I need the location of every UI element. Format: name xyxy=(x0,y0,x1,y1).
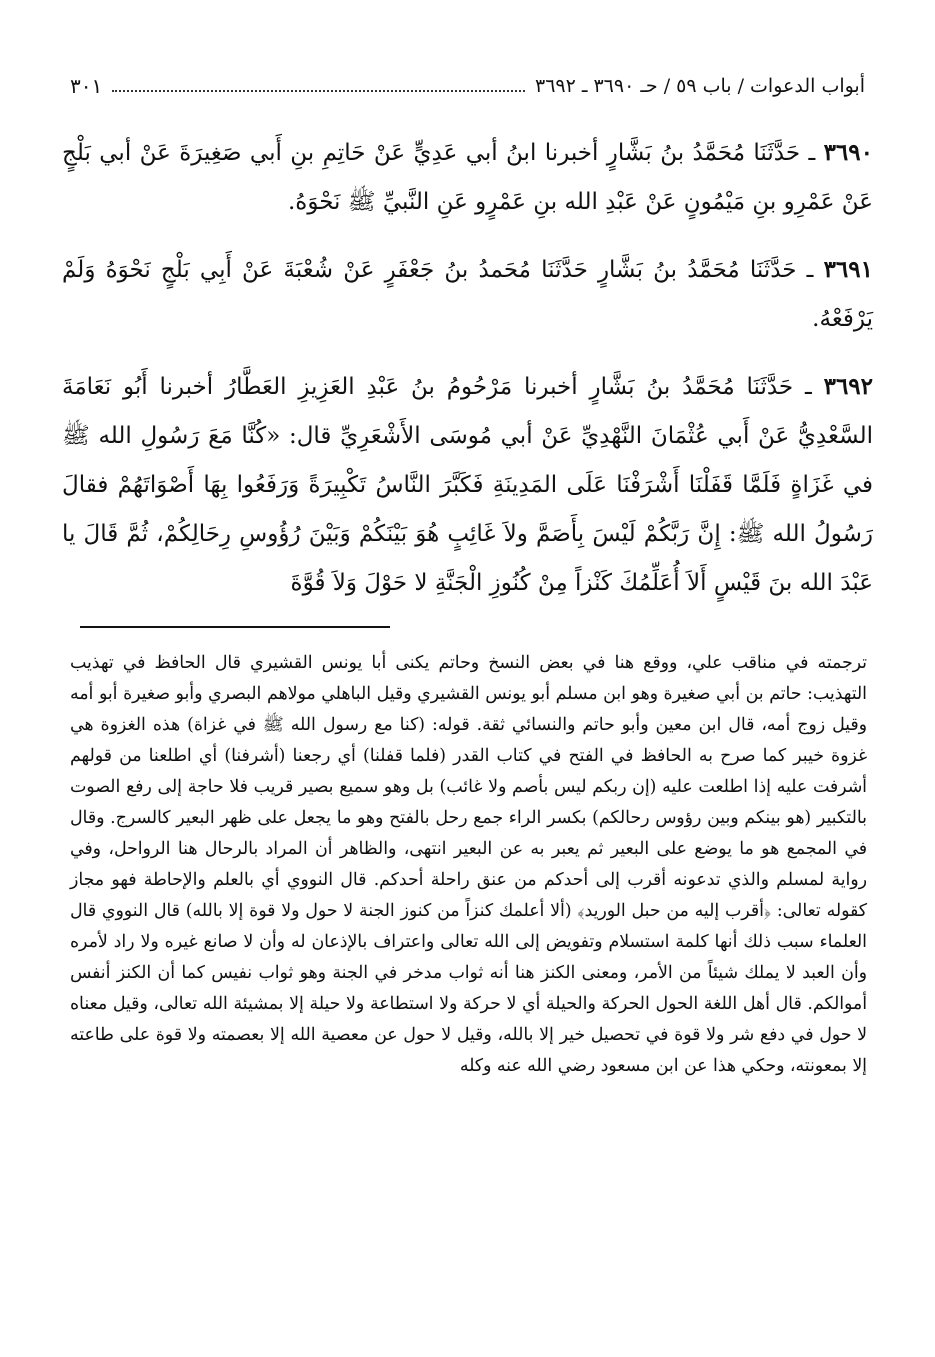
hadith-paragraph xyxy=(62,128,873,227)
hadith-number: ٣٦٩٠ xyxy=(823,139,873,166)
leader-dots xyxy=(112,80,525,92)
running-header xyxy=(70,68,865,104)
hadith-text: ـ حَدَّثَنَا مُحَمَّدُ بنُ بَشَّارٍ حَدَّثَنَا مُحَمدُ بنُ جَعْفَرٍ عَنْ شُعْبَةَ عَنْ أَبِي بَلْجٍ نَحْوَهُ وَلَمْ يَرْفَعْهُ. xyxy=(62,257,873,332)
hadith-number: ٣٦٩١ xyxy=(823,256,873,283)
footnote-divider xyxy=(80,626,390,628)
hadith-number: ٣٦٩٢ xyxy=(823,373,874,400)
hadith-paragraph xyxy=(62,362,873,608)
hadith-text: ـ حَدَّثَنَا مُحَمَّدُ بنُ بَشَّارٍ أخبرنا مَرْحُومُ بنُ عَبْدِ العَزِيزِ العَطَّارُ أخبرنا أَبُو نَعَامَةَ السَّعْدِيُّ عَنْ أَبي عُثْمَانَ النَّهْدِيِّ عَنْ أبي مُوسَى الأَشْعَرِيِّ قال: «كُنَّا مَعَ رَسُولِ الله ﷺ في غَزَاةٍ فَلَمَّا قَفَلْنَا أَشْرَفْنَا عَلَى المَدِينَةِ فَكَبَّرَ النَّاسُ تَكْبِيرَةً وَرَفَعُوا بِهَا أَصْوَاتَهُمْ فقالَ رَسُولُ الله ﷺ: إِنَّ رَبَّكُمْ لَيْسَ بِأَصَمَّ ولاَ غَائِبٍ هُوَ بَيْنَكُمْ وَبَيْنَ رُؤُوسِ رِحَالِكُمْ، ثُمَّ قَالَ يا عَبْدَ الله بنَ قَيْسٍ أَلاَ أُعَلِّمُكَ كَنْزاً مِنْ كُنُوزِ الْجَنَّةِ لا حَوْلَ وَلاَ قُوَّةَ xyxy=(62,374,873,596)
footnote-section xyxy=(70,648,867,1082)
footnote-text: ترجمته في مناقب علي، ووقع هنا في بعض النسخ وحاتم يكنى أبا يونس القشيري قال الحافظ في تهذيب التهذيب: حاتم بن أبي صغيرة وهو ابن مسلم أبو يونس القشيري وقيل الباهلي مولاهم البصري وأبو صغيرة أبو أمه وقيل زوج أمه، قال ابن معين وأبو حاتم والنسائي ثقة. قوله: (كنا مع رسول الله ﷺ في غزاة) هذه الغزوة هي غزوة خيبر كما صرح به الحافظ في الفتح في كتاب القدر (فلما قفلنا) أي رجعنا (أشرفنا) أي اطلعنا من قولهم أشرفت عليه إذا اطلعت عليه (إن ربكم ليس بأصم ولا غائب) بل وهو سميع بصير قريب فلا حاجة إلى رفع الصوت بالتكبير (هو بينكم وبين رؤوس رحالكم) بكسر الراء جمع رحل بالفتح وهو ما يجعل على ظهر البعير كالسرج. وقال في المجمع هو ما يوضع على البعير ثم يعبر به عن البعير انتهى، والظاهر أن المراد بالرحال هنا الرواحل، وفي رواية لمسلم والذي تدعونه أقرب إلى أحدكم من عنق راحلة أحدكم. قال النووي أي بالعلم والإحاطة فهو مجاز كقوله تعالى: ﴿أقرب إليه من حبل الوريد﴾ (ألا أعلمك كنزاً من كنوز الجنة لا حول ولا قوة إلا بالله) قال النووي قال العلماء سبب ذلك أنها كلمة استسلام وتفويض إلى الله تعالى واعتراف بالإذعان له وأن لا صانع غيره ولا راد لأمره وأن العبد لا يملك شيئاً من الأمر، ومعنى الكنز هنا أنه ثواب مدخر في الجنة وهو ثواب نفيس كما أن الكنز أنفس أموالكم. قال أهل اللغة الحول الحركة والحيلة أي لا حركة ولا استطاعة ولا حيلة إلا بمشيئة الله تعالى، وقيل معناه لا حول في دفع شر ولا قوة في تحصيل خير إلا بالله، وقيل لا حول عن معصية الله إلا بعصمته ولا قوة على طاعته إلا بمعونته، وحكي هذا عن ابن مسعود رضي الله عنه وكله xyxy=(70,653,867,1076)
main-text xyxy=(62,128,873,626)
page-number: ٣٠١ xyxy=(70,74,103,98)
hadith-text: ـ حَدَّثَنَا مُحَمَّدُ بنُ بَشَّارٍ أخبرنا ابنُ أبي عَدِيٍّ عَنْ حَاتِمِ بنِ أَبي صَغِيرَةَ عَنْ أبي بَلْجٍ عَنْ عَمْرِو بنِ مَيْمُونٍ عَنْ عَبْدِ الله بنِ عَمْرٍو عَنِ النَّبيِّ ﷺ نَحْوَهُ. xyxy=(62,140,873,215)
hadith-paragraph xyxy=(62,245,873,344)
running-title: أبواب الدعوات / باب ٥٩ / حـ ٣٦٩٠ ـ ٣٦٩٢ xyxy=(534,75,865,97)
